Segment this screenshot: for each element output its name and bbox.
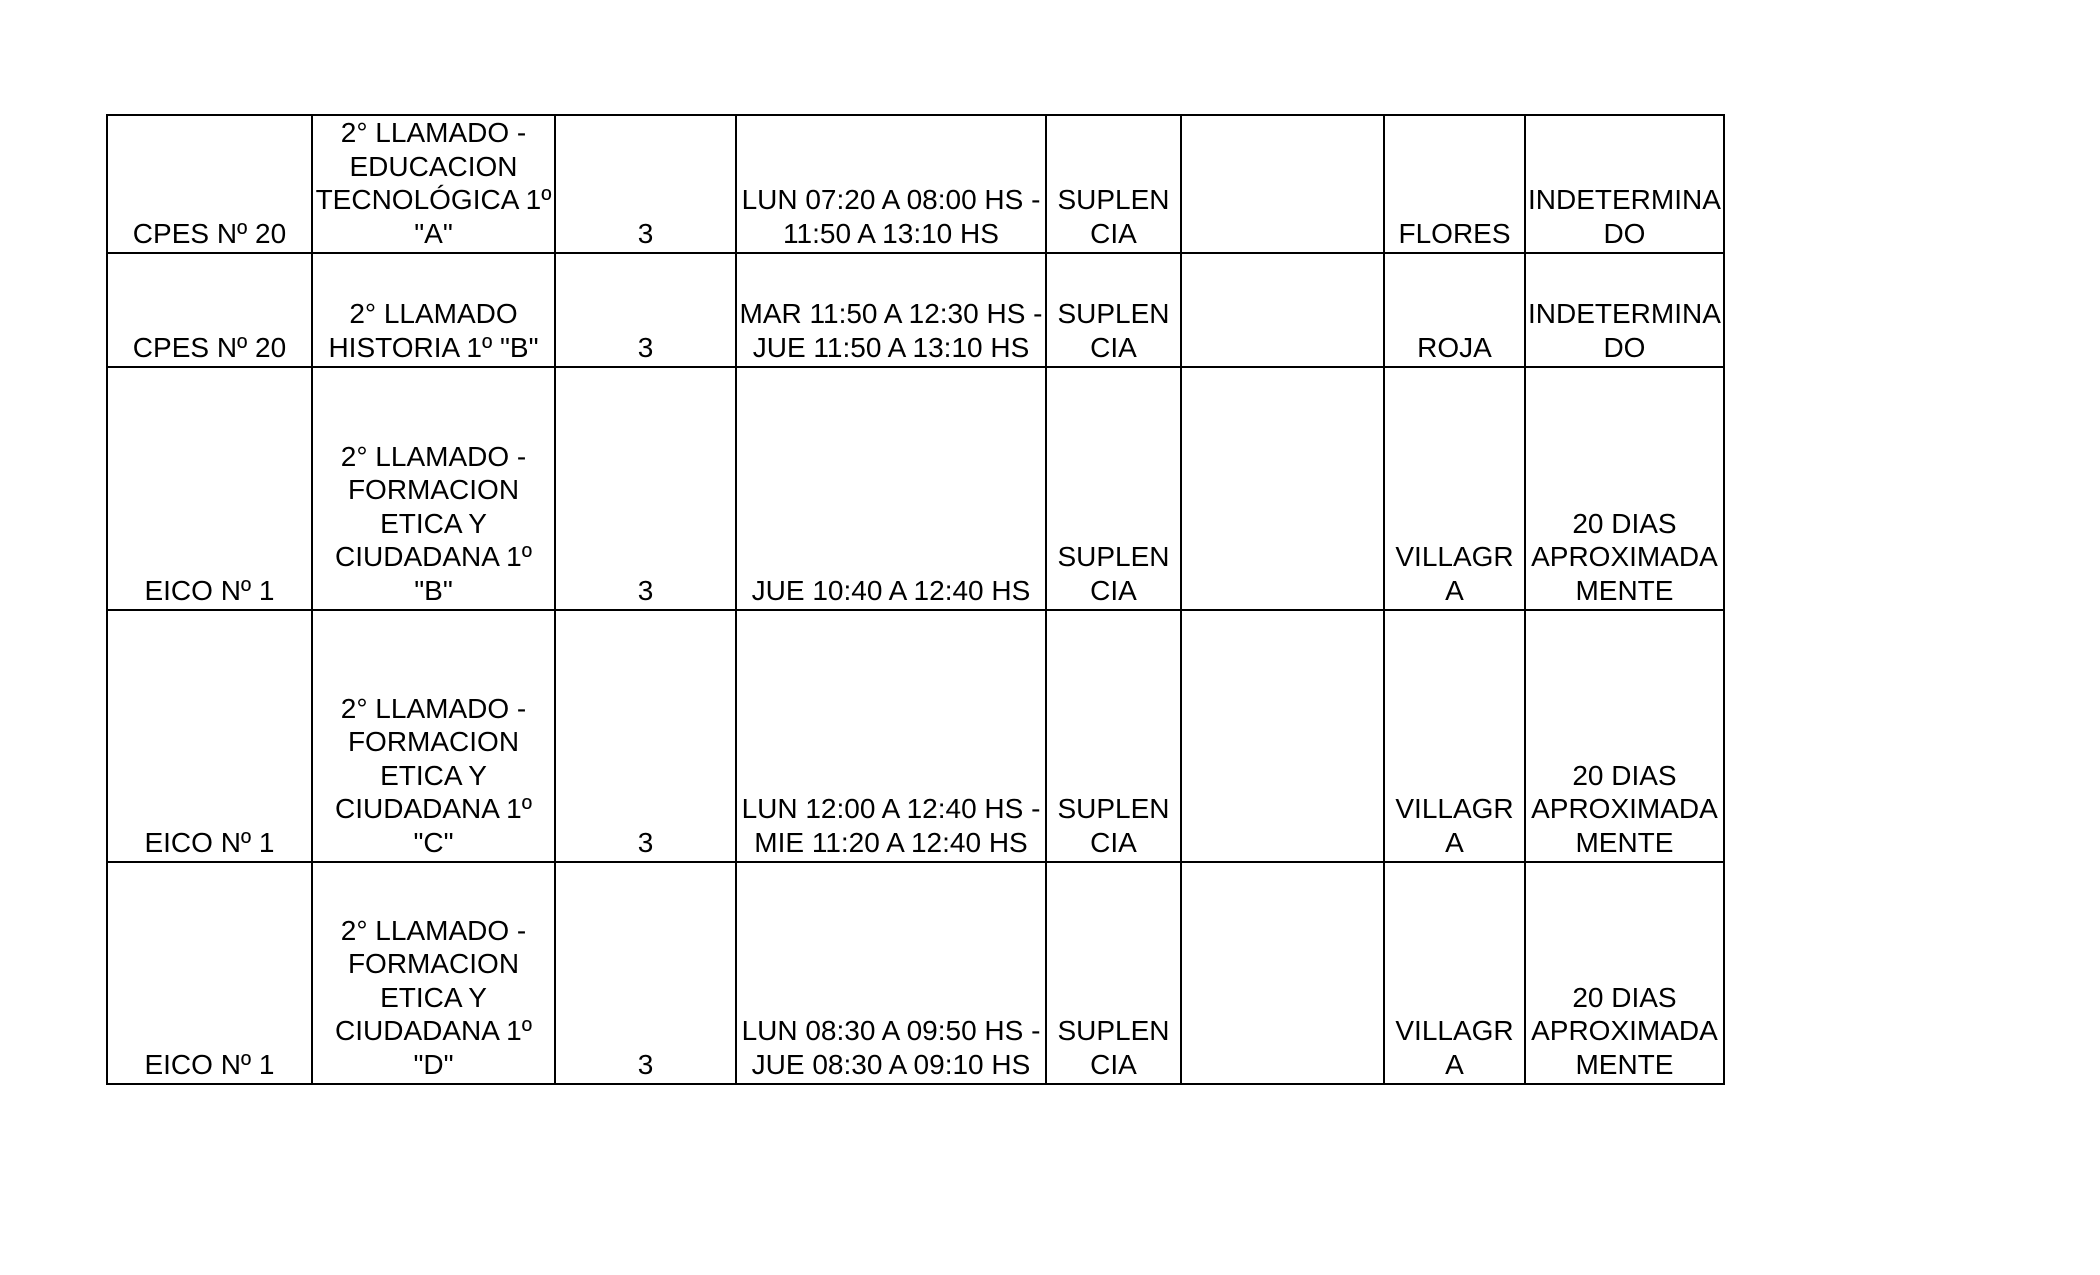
school-cell: CPES Nº 20 (107, 253, 312, 367)
table-row (107, 862, 1724, 1084)
hours-cell: 3 (555, 862, 736, 1084)
school-cell: EICO Nº 1 (107, 610, 312, 862)
holder-cell: FLORES (1384, 115, 1525, 253)
empty-cell (1181, 610, 1384, 862)
position-cell: 2° LLAMADO - FORMACION ETICA Y CIUDADANA 1º "D" (312, 862, 555, 1084)
position-cell: 2° LLAMADO - EDUCACION TECNOLÓGICA 1º "A" (312, 115, 555, 253)
schedule-cell: LUN 07:20 A 08:00 HS - 11:50 A 13:10 HS (736, 115, 1046, 253)
hours-cell: 3 (555, 253, 736, 367)
schedule-cell: LUN 08:30 A 09:50 HS - JUE 08:30 A 09:10 HS (736, 862, 1046, 1084)
school-cell: EICO Nº 1 (107, 367, 312, 610)
empty-cell (1181, 862, 1384, 1084)
status-cell: SUPLEN CIA (1046, 367, 1181, 610)
position-cell: 2° LLAMADO - FORMACION ETICA Y CIUDADANA 1º "B" (312, 367, 555, 610)
duration-cell: 20 DIAS APROXIMADA MENTE (1525, 862, 1724, 1084)
holder-cell: ROJA (1384, 253, 1525, 367)
empty-cell (1181, 115, 1384, 253)
status-cell: SUPLEN CIA (1046, 610, 1181, 862)
empty-cell (1181, 367, 1384, 610)
hours-cell: 3 (555, 610, 736, 862)
duration-cell: INDETERMINA DO (1525, 253, 1724, 367)
holder-cell: VILLAGR A (1384, 367, 1525, 610)
position-cell: 2° LLAMADO - FORMACION ETICA Y CIUDADANA 1º "C" (312, 610, 555, 862)
hours-cell: 3 (555, 367, 736, 610)
schedule-cell: LUN 12:00 A 12:40 HS - MIE 11:20 A 12:40 HS (736, 610, 1046, 862)
school-cell: CPES Nº 20 (107, 115, 312, 253)
duration-cell: INDETERMINA DO (1525, 115, 1724, 253)
holder-cell: VILLAGR A (1384, 862, 1525, 1084)
status-cell: SUPLEN CIA (1046, 862, 1181, 1084)
schedule-cell: JUE 10:40 A 12:40 HS (736, 367, 1046, 610)
position-cell: 2° LLAMADO HISTORIA 1º "B" (312, 253, 555, 367)
table-row (107, 115, 1724, 253)
table-row (107, 610, 1724, 862)
table-row (107, 367, 1724, 610)
empty-cell (1181, 253, 1384, 367)
school-cell: EICO Nº 1 (107, 862, 312, 1084)
schedule-cell: MAR 11:50 A 12:30 HS - JUE 11:50 A 13:10 HS (736, 253, 1046, 367)
hours-cell: 3 (555, 115, 736, 253)
holder-cell: VILLAGR A (1384, 610, 1525, 862)
vacancies-table (106, 114, 1725, 1085)
status-cell: SUPLEN CIA (1046, 253, 1181, 367)
table-row (107, 253, 1724, 367)
duration-cell: 20 DIAS APROXIMADA MENTE (1525, 367, 1724, 610)
status-cell: SUPLEN CIA (1046, 115, 1181, 253)
duration-cell: 20 DIAS APROXIMADA MENTE (1525, 610, 1724, 862)
